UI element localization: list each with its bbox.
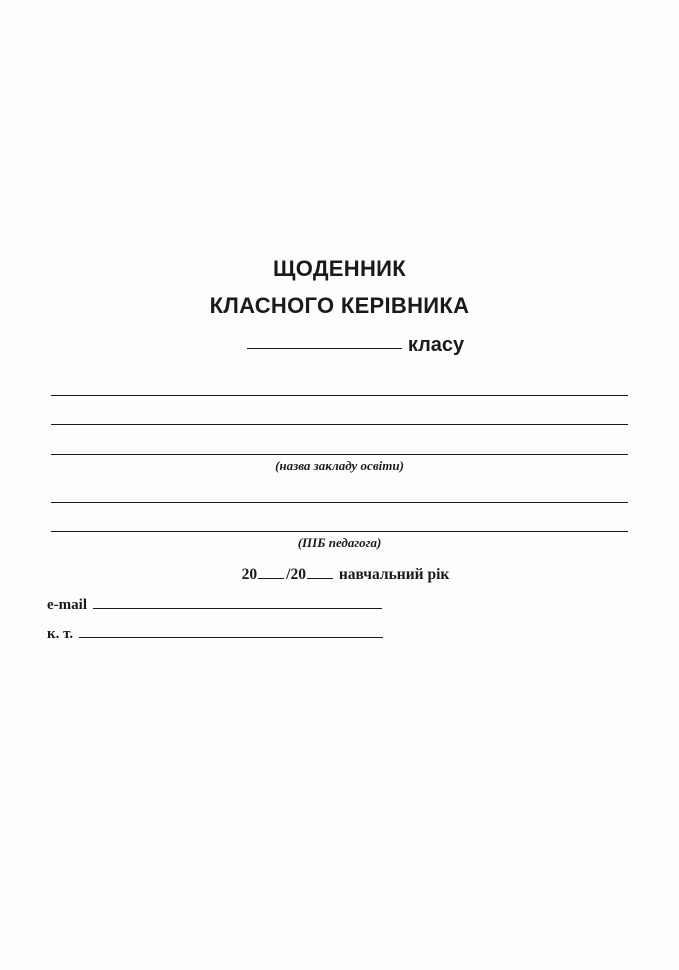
email-row [47,594,382,614]
class-blank-field[interactable] [247,328,402,349]
class-row [0,330,679,357]
email-blank-field[interactable] [93,594,382,609]
document-title-line-1: ЩОДЕННИК [272,256,406,281]
school-name-caption: (назва закладу освіти) [275,458,404,473]
teacher-name-line-2[interactable] [51,531,628,532]
school-name-line-3[interactable] [51,454,628,455]
school-name-line-1[interactable] [51,395,628,396]
email-label: e-mail [47,597,87,613]
teacher-name-line-1[interactable] [51,502,628,503]
phone-label: к. т. [47,626,74,642]
academic-year-row [0,564,679,584]
year-start-blank[interactable] [258,564,284,579]
class-row-inner [247,330,464,357]
phone-blank-field[interactable] [79,623,383,638]
phone-row [47,623,383,643]
year-prefix-1: 20 [241,566,258,583]
year-separator: /20 [286,566,306,583]
document-title-line-2: КЛАСНОГО КЕРІВНИКА [209,293,470,318]
academic-year-label: навчальний рік [338,566,450,583]
academic-year-inner [242,564,450,584]
school-name-line-2[interactable] [51,424,628,425]
class-label: класу [407,334,465,356]
teacher-name-caption: (ПІБ педагога) [297,535,382,550]
year-end-blank[interactable] [307,564,333,579]
